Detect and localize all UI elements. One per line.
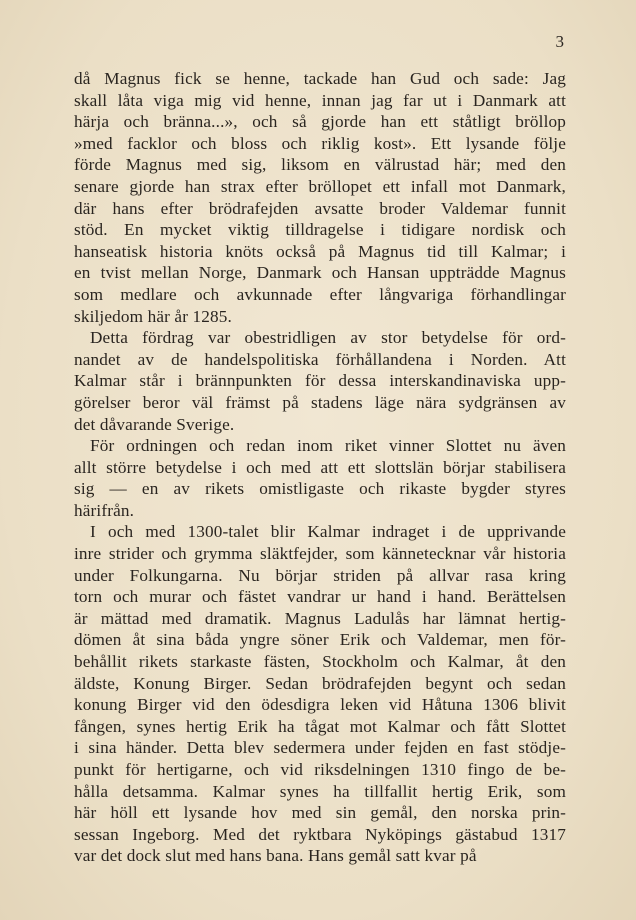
text-line: i sina händer. Detta blev sedermera under fejden en fast stödje- (74, 738, 566, 758)
text-line: inre strider och grymma släktfejder, som kännetecknar vår historia (74, 544, 566, 564)
text-line: senare gjorde han strax efter bröllopet ett infall mot Danmark, (74, 176, 566, 196)
text-line: dömen åt sina båda yngre söner Erik och Valdemar, men för- (74, 630, 566, 650)
text-line: torn och murar och fästet vandrar ur hand i hand. Berättelsen (74, 587, 566, 607)
text-line: som medlare och avkunnade efter långvariga förhandlingar (74, 284, 566, 304)
text-line: behållit rikets starkaste fästen, Stockholm och Kalmar, åt den (74, 652, 566, 672)
text-line: skiljedom här år 1285. (74, 306, 232, 326)
text-line: hålla detsamma. Kalmar synes ha tillfallit hertig Erik, som (74, 781, 566, 801)
text-line: var det dock slut med hans bana. Hans gemål satt kvar på (74, 846, 477, 866)
text-line: »med facklor och bloss och riklig kost». Ett lysande följe (74, 133, 566, 153)
paragraph (74, 435, 566, 521)
text-line: konung Birger vid den ödesdigra leken vid Håtuna 1306 blivit (74, 695, 566, 715)
text-line: skall låta viga mig vid henne, innan jag far ut i Danmark att (74, 90, 566, 110)
text-line: en tvist mellan Norge, Danmark och Hansan uppträdde Magnus (74, 263, 566, 283)
page-number: 3 (555, 32, 564, 51)
paragraph (74, 327, 566, 435)
text-line: härifrån. (74, 500, 135, 520)
text-line: Kalmar står i brännpunkten för dessa interskandinaviska upp- (74, 371, 566, 391)
text-line: stöd. En mycket viktig tilldragelse i tidigare nordisk och (74, 220, 566, 240)
text-line: då Magnus fick se henne, tackade han Gud och sade: Jag (74, 69, 566, 88)
text-line: äldste, Konung Birger. Sedan brödrafejden begynt och sedan (74, 673, 566, 693)
text-line: hanseatisk historia knöts också på Magnus tid till Kalmar; i (74, 241, 566, 261)
text-line: punkt för hertigarne, och vid riksdelningen 1310 fingo de be- (74, 760, 566, 779)
text-line: härja och bränna...», och så gjorde han ett ståtligt bröllop (74, 112, 566, 132)
text-line: fången, synes hertig Erik ha tågat mot Kalmar och fått Slottet (74, 716, 566, 736)
text-line: under Folkungarna. Nu börjar striden på allvar rasa kring (74, 565, 566, 585)
text-line: I och med 1300-talet blir Kalmar indraget i de upprivande (90, 522, 566, 542)
text-line: är mättad med dramatik. Magnus Ladulås har lämnat hertig- (74, 608, 566, 628)
text-line: det dåvarande Sverige. (74, 414, 235, 434)
text-line: För ordningen och redan inom riket vinner Slottet nu även (90, 436, 566, 456)
text-line: nandet av de handelspolitiska förhållandena i Norden. Att (74, 349, 566, 369)
text-line: Detta fördrag var obestridligen av stor betydelse för ord- (90, 328, 566, 348)
paragraph (74, 521, 566, 867)
paragraph (74, 68, 566, 327)
text-line: görelser beror väl främst på stadens läge nära sydgränsen av (74, 392, 566, 412)
text-line: sig — en av rikets omistligaste och rikaste bygder styres (74, 479, 566, 499)
body-text (74, 68, 566, 867)
text-line: förde Magnus med sig, liksom en välrustad här; med den (74, 155, 566, 175)
text-line: där hans efter brödrafejden avsatte broder Valdemar funnit (74, 198, 566, 218)
text-line: allt större betydelse i och med att ett slottslän börjar stabilisera (74, 457, 566, 477)
text-line: här höll ett lysande hov med sin gemål, den norska prin- (74, 803, 566, 823)
text-line: sessan Ingeborg. Med det ryktbara Nyköpings gästabud 1317 (74, 824, 566, 844)
